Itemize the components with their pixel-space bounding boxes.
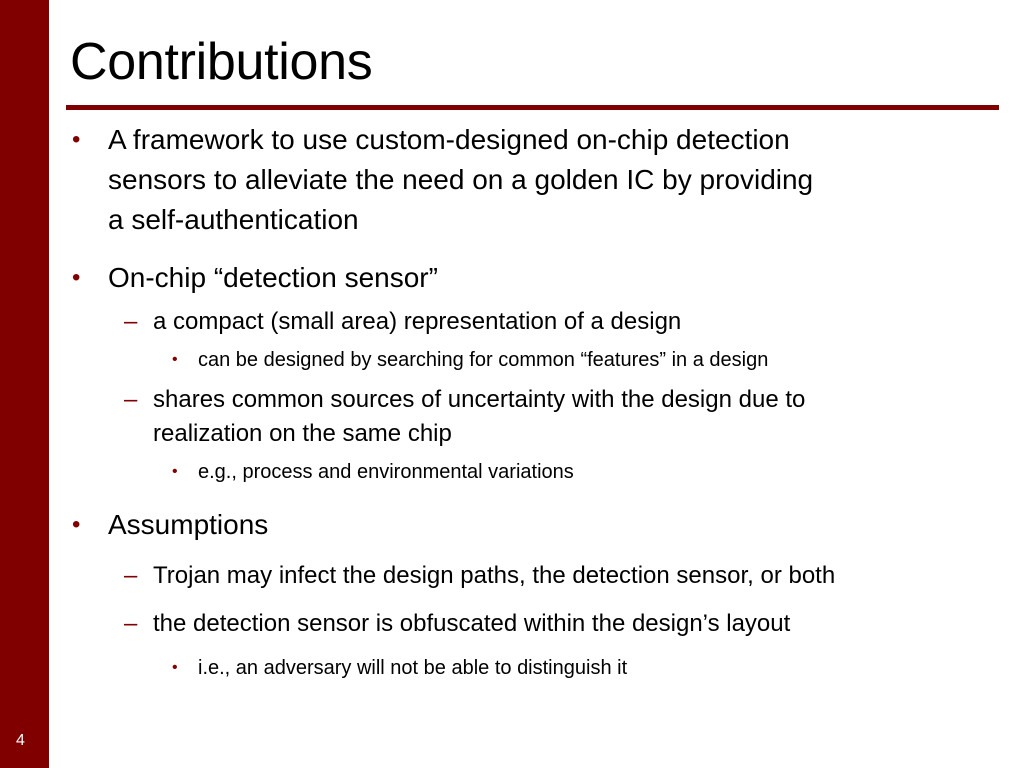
bullet-marker: • xyxy=(72,511,81,538)
sub-bullet-text: the detection sensor is obfuscated within the design’s layout xyxy=(153,610,791,637)
dash-marker: – xyxy=(124,562,138,589)
bullet-text: Assumptions xyxy=(108,509,269,540)
bullet-text-line: A framework to use custom-designed on-chip detection xyxy=(108,124,790,155)
bullet-marker: • xyxy=(172,463,178,480)
bullet-marker: • xyxy=(172,659,178,676)
bullet-text-line: sensors to alleviate the need on a golden IC by providing xyxy=(108,164,814,195)
sub-sub-bullet-text: i.e., an adversary will not be able to distinguish it xyxy=(198,657,628,679)
dash-marker: – xyxy=(124,386,138,413)
bullet-text: On-chip “detection sensor” xyxy=(108,262,438,293)
bullet-marker: • xyxy=(72,126,81,153)
bullet-marker: • xyxy=(172,351,178,368)
sub-bullet-text: a compact (small area) representation of a design xyxy=(153,308,682,335)
sub-sub-bullet-text: can be designed by searching for common “features” in a design xyxy=(198,349,769,371)
slide-title: Contributions xyxy=(70,33,373,91)
bullet-marker: • xyxy=(72,264,81,291)
sub-bullet-text-line: shares common sources of uncertainty with the design due to xyxy=(153,386,806,413)
bullet-text-line: a self-authentication xyxy=(108,204,359,235)
sub-bullet-text: Trojan may infect the design paths, the detection sensor, or both xyxy=(153,562,836,589)
slide-number: 4 xyxy=(16,732,25,749)
sub-sub-bullet-text: e.g., process and environmental variations xyxy=(198,461,574,483)
dash-marker: – xyxy=(124,308,138,335)
dash-marker: – xyxy=(124,610,138,637)
sub-bullet-text-line: realization on the same chip xyxy=(153,420,452,447)
